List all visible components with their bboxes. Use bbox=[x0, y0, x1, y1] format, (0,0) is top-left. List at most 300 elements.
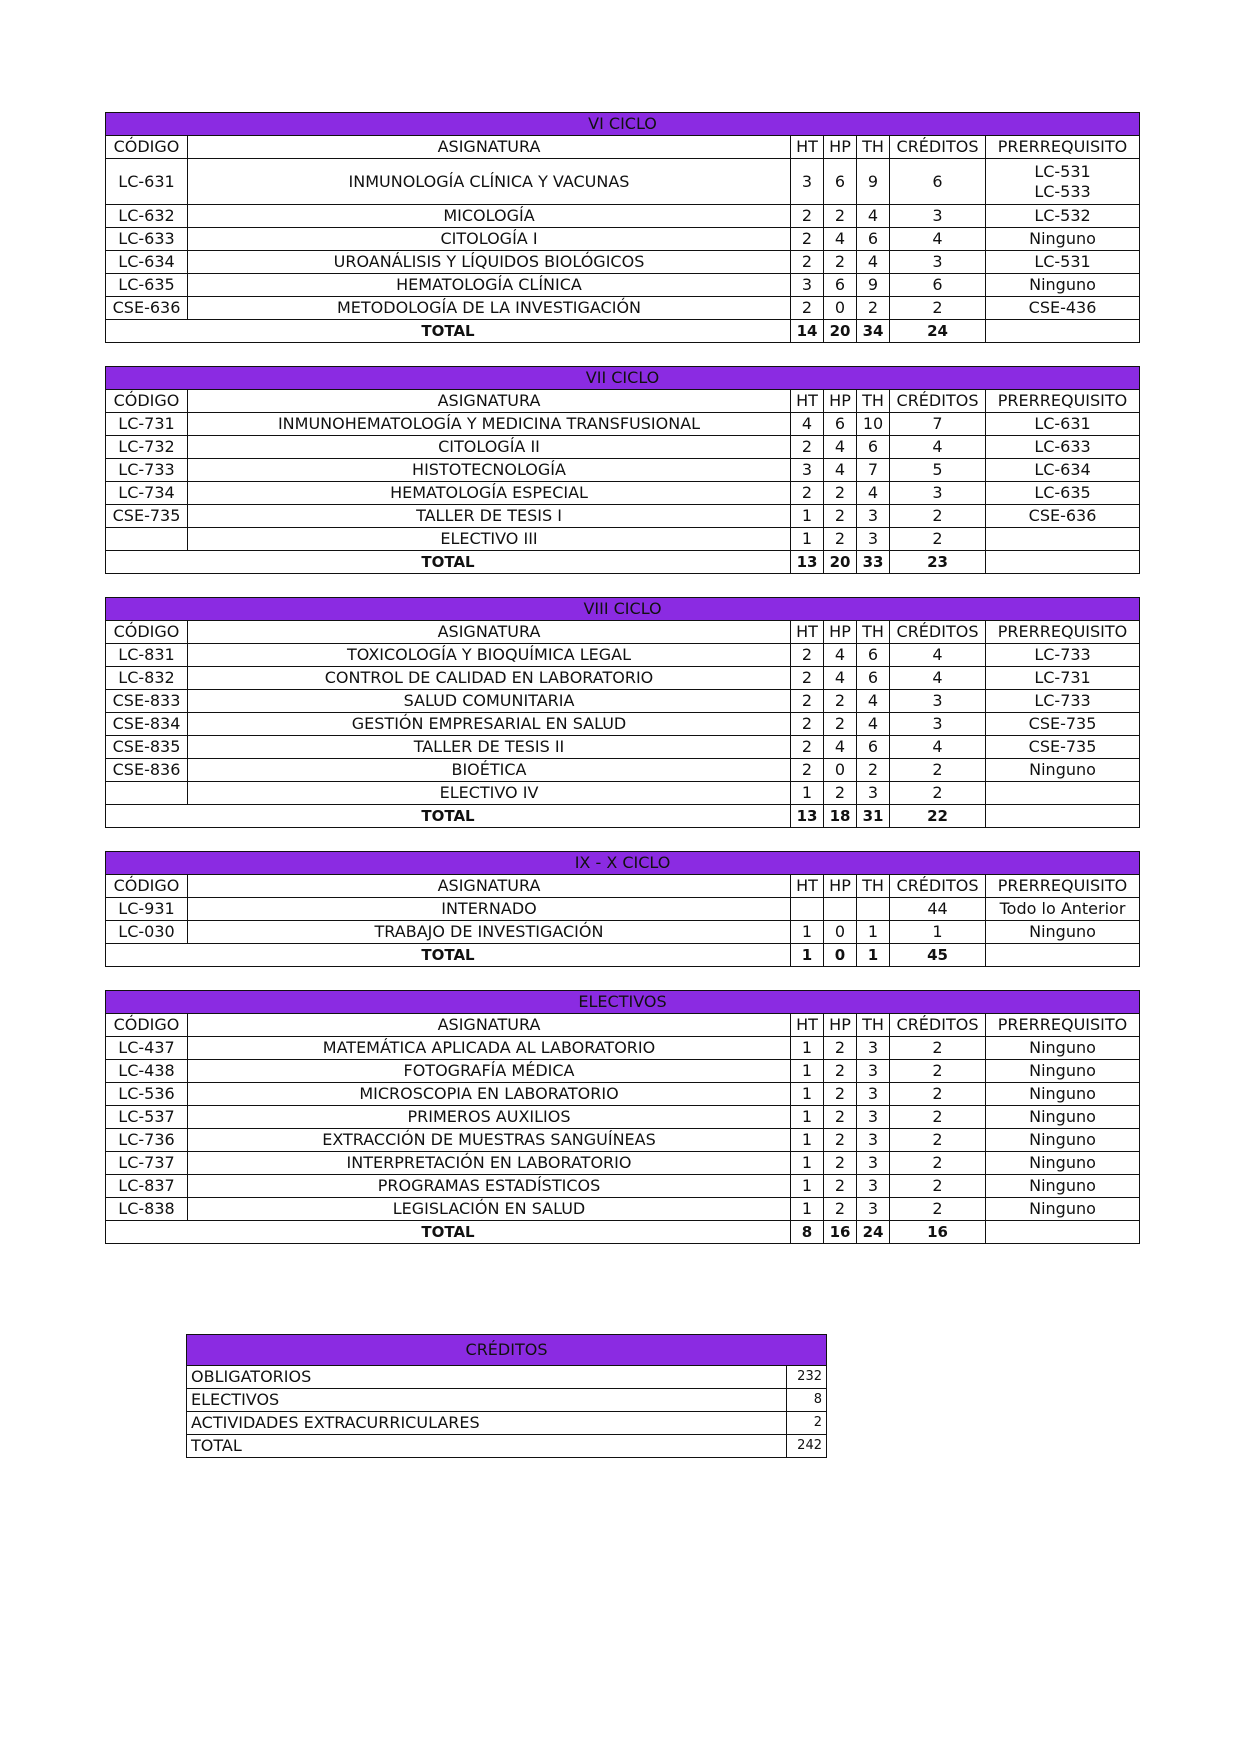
cell-ht: 1 bbox=[791, 1175, 824, 1198]
cell-creditos: 4 bbox=[890, 436, 986, 459]
column-header-th: TH bbox=[857, 621, 890, 644]
cell-asignatura: MICOLOGÍA bbox=[188, 205, 791, 228]
cell-prerrequisito bbox=[986, 528, 1140, 551]
cell-asignatura: CONTROL DE CALIDAD EN LABORATORIO bbox=[188, 667, 791, 690]
total-row bbox=[106, 1221, 1140, 1244]
prerrequisito-item: Ninguno bbox=[1029, 1038, 1096, 1057]
total-th: 24 bbox=[857, 1221, 890, 1244]
prerrequisito-item: Ninguno bbox=[1029, 1176, 1096, 1195]
cell-th: 3 bbox=[857, 1152, 890, 1175]
cell-asignatura: ELECTIVO IV bbox=[188, 782, 791, 805]
column-header-creditos: CRÉDITOS bbox=[890, 621, 986, 644]
column-header-ht: HT bbox=[791, 1014, 824, 1037]
total-ht: 1 bbox=[791, 944, 824, 967]
column-header-creditos: CRÉDITOS bbox=[890, 136, 986, 159]
cell-prerrequisito bbox=[986, 1106, 1140, 1129]
cell-ht: 3 bbox=[791, 274, 824, 297]
cell-creditos: 4 bbox=[890, 736, 986, 759]
table-row bbox=[106, 1106, 1140, 1129]
column-header-asignatura: ASIGNATURA bbox=[188, 390, 791, 413]
creditos-summary-value: 242 bbox=[787, 1435, 827, 1458]
cell-ht: 2 bbox=[791, 759, 824, 782]
cell-th: 3 bbox=[857, 505, 890, 528]
table-row bbox=[106, 482, 1140, 505]
prerrequisito-item: LC-634 bbox=[1034, 460, 1091, 479]
table-row bbox=[106, 528, 1140, 551]
prerrequisito-item: Ninguno bbox=[1029, 229, 1096, 248]
cell-ht: 2 bbox=[791, 297, 824, 320]
cell-th: 3 bbox=[857, 1083, 890, 1106]
cell-codigo: CSE-835 bbox=[106, 736, 188, 759]
cell-creditos: 3 bbox=[890, 690, 986, 713]
cell-prerrequisito bbox=[986, 1175, 1140, 1198]
cell-codigo: LC-837 bbox=[106, 1175, 188, 1198]
cell-th: 3 bbox=[857, 1037, 890, 1060]
total-prerrequisito-empty bbox=[986, 551, 1140, 574]
cell-codigo: LC-732 bbox=[106, 436, 188, 459]
cell-creditos: 4 bbox=[890, 644, 986, 667]
cell-codigo: LC-634 bbox=[106, 251, 188, 274]
cell-asignatura: LEGISLACIÓN EN SALUD bbox=[188, 1198, 791, 1221]
ciclo-title: IX - X CICLO bbox=[106, 852, 1140, 875]
cell-asignatura: METODOLOGÍA DE LA INVESTIGACIÓN bbox=[188, 297, 791, 320]
cell-prerrequisito bbox=[986, 1129, 1140, 1152]
cell-hp: 2 bbox=[824, 690, 857, 713]
cell-creditos: 3 bbox=[890, 251, 986, 274]
total-row bbox=[106, 944, 1140, 967]
cell-asignatura: UROANÁLISIS Y LÍQUIDOS BIOLÓGICOS bbox=[188, 251, 791, 274]
prerrequisito-item: LC-531 bbox=[1034, 161, 1091, 181]
column-header-prerrequisito: PRERREQUISITO bbox=[986, 390, 1140, 413]
prerrequisito-item: Ninguno bbox=[1029, 1084, 1096, 1103]
cell-prerrequisito bbox=[986, 251, 1140, 274]
table-row bbox=[106, 1152, 1140, 1175]
table-row bbox=[106, 736, 1140, 759]
cell-codigo: LC-734 bbox=[106, 482, 188, 505]
total-hp: 16 bbox=[824, 1221, 857, 1244]
cell-prerrequisito bbox=[986, 482, 1140, 505]
prerrequisito-item: CSE-636 bbox=[1028, 506, 1097, 525]
cell-codigo: LC-832 bbox=[106, 667, 188, 690]
cell-th: 4 bbox=[857, 251, 890, 274]
cell-hp bbox=[824, 898, 857, 921]
total-hp: 0 bbox=[824, 944, 857, 967]
cell-creditos: 7 bbox=[890, 413, 986, 436]
cell-hp: 2 bbox=[824, 1152, 857, 1175]
cell-hp: 2 bbox=[824, 1037, 857, 1060]
cell-prerrequisito bbox=[986, 736, 1140, 759]
prerrequisito-item: LC-733 bbox=[1034, 645, 1091, 664]
prerrequisito-item: LC-533 bbox=[1034, 181, 1091, 201]
total-creditos: 16 bbox=[890, 1221, 986, 1244]
cell-hp: 2 bbox=[824, 205, 857, 228]
cell-ht: 1 bbox=[791, 1083, 824, 1106]
cell-prerrequisito bbox=[986, 297, 1140, 320]
cell-codigo: LC-537 bbox=[106, 1106, 188, 1129]
column-header-th: TH bbox=[857, 136, 890, 159]
cell-creditos: 4 bbox=[890, 228, 986, 251]
cell-asignatura: MICROSCOPIA EN LABORATORIO bbox=[188, 1083, 791, 1106]
prerrequisito-item: Todo lo Anterior bbox=[999, 899, 1126, 918]
cell-hp: 2 bbox=[824, 528, 857, 551]
cell-hp: 4 bbox=[824, 736, 857, 759]
cell-asignatura: SALUD COMUNITARIA bbox=[188, 690, 791, 713]
total-label: TOTAL bbox=[106, 1221, 791, 1244]
table-row bbox=[106, 1198, 1140, 1221]
table-row bbox=[106, 205, 1140, 228]
cell-asignatura: INTERPRETACIÓN EN LABORATORIO bbox=[188, 1152, 791, 1175]
cell-hp: 2 bbox=[824, 505, 857, 528]
column-header-hp: HP bbox=[824, 875, 857, 898]
cell-creditos: 2 bbox=[890, 1106, 986, 1129]
cell-prerrequisito bbox=[986, 228, 1140, 251]
cell-th: 4 bbox=[857, 482, 890, 505]
cell-th: 4 bbox=[857, 713, 890, 736]
creditos-summary-value: 2 bbox=[787, 1412, 827, 1435]
cell-ht: 1 bbox=[791, 782, 824, 805]
cell-hp: 4 bbox=[824, 667, 857, 690]
prerrequisito-item: Ninguno bbox=[1029, 1199, 1096, 1218]
cell-asignatura: CITOLOGÍA I bbox=[188, 228, 791, 251]
prerrequisito-item: LC-733 bbox=[1034, 691, 1091, 710]
column-header-codigo: CÓDIGO bbox=[106, 390, 188, 413]
cell-prerrequisito bbox=[986, 505, 1140, 528]
cell-creditos: 3 bbox=[890, 205, 986, 228]
cell-creditos: 2 bbox=[890, 1037, 986, 1060]
total-row bbox=[106, 551, 1140, 574]
cell-th: 7 bbox=[857, 459, 890, 482]
cell-th: 3 bbox=[857, 1060, 890, 1083]
cell-codigo: LC-438 bbox=[106, 1060, 188, 1083]
cell-codigo: LC-635 bbox=[106, 274, 188, 297]
cell-ht: 2 bbox=[791, 436, 824, 459]
cell-asignatura: INTERNADO bbox=[188, 898, 791, 921]
cell-creditos: 6 bbox=[890, 274, 986, 297]
ciclo-title: ELECTIVOS bbox=[106, 991, 1140, 1014]
cell-asignatura: ELECTIVO III bbox=[188, 528, 791, 551]
total-prerrequisito-empty bbox=[986, 1221, 1140, 1244]
table-row bbox=[106, 228, 1140, 251]
cell-hp: 0 bbox=[824, 297, 857, 320]
cell-th: 4 bbox=[857, 205, 890, 228]
table-row bbox=[106, 159, 1140, 205]
total-hp: 20 bbox=[824, 551, 857, 574]
total-creditos: 45 bbox=[890, 944, 986, 967]
table-row bbox=[106, 690, 1140, 713]
cell-ht: 2 bbox=[791, 251, 824, 274]
cell-codigo: CSE-834 bbox=[106, 713, 188, 736]
cell-creditos: 2 bbox=[890, 1060, 986, 1083]
cell-ht: 1 bbox=[791, 1129, 824, 1152]
total-hp: 20 bbox=[824, 320, 857, 343]
prerrequisito-item: Ninguno bbox=[1029, 760, 1096, 779]
cell-codigo: LC-030 bbox=[106, 921, 188, 944]
cell-th: 9 bbox=[857, 159, 890, 205]
cell-prerrequisito bbox=[986, 1037, 1140, 1060]
cell-codigo: CSE-836 bbox=[106, 759, 188, 782]
cell-codigo: LC-931 bbox=[106, 898, 188, 921]
cell-th: 10 bbox=[857, 413, 890, 436]
column-header-ht: HT bbox=[791, 621, 824, 644]
total-prerrequisito-empty bbox=[986, 320, 1140, 343]
cell-prerrequisito bbox=[986, 667, 1140, 690]
table-row bbox=[106, 782, 1140, 805]
cell-creditos: 2 bbox=[890, 1175, 986, 1198]
total-prerrequisito-empty bbox=[986, 805, 1140, 828]
creditos-summary-row bbox=[187, 1435, 827, 1458]
prerrequisito-item: Ninguno bbox=[1029, 1107, 1096, 1126]
cell-creditos: 3 bbox=[890, 482, 986, 505]
cell-asignatura: INMUNOHEMATOLOGÍA Y MEDICINA TRANSFUSIONAL bbox=[188, 413, 791, 436]
curriculum-tables bbox=[105, 112, 1139, 1267]
column-header-creditos: CRÉDITOS bbox=[890, 390, 986, 413]
creditos-summary-table bbox=[186, 1334, 827, 1458]
cell-ht: 2 bbox=[791, 228, 824, 251]
cell-th bbox=[857, 898, 890, 921]
cell-th: 6 bbox=[857, 228, 890, 251]
table-row bbox=[106, 274, 1140, 297]
total-th: 31 bbox=[857, 805, 890, 828]
total-creditos: 24 bbox=[890, 320, 986, 343]
table-row bbox=[106, 1175, 1140, 1198]
cell-ht: 2 bbox=[791, 736, 824, 759]
cell-creditos: 4 bbox=[890, 667, 986, 690]
cell-prerrequisito bbox=[986, 1198, 1140, 1221]
column-header-codigo: CÓDIGO bbox=[106, 1014, 188, 1037]
cell-hp: 2 bbox=[824, 1106, 857, 1129]
cell-th: 6 bbox=[857, 436, 890, 459]
cell-th: 1 bbox=[857, 921, 890, 944]
column-header-prerrequisito: PRERREQUISITO bbox=[986, 875, 1140, 898]
ciclo-table-vi-ciclo bbox=[105, 112, 1140, 343]
cell-hp: 4 bbox=[824, 436, 857, 459]
column-header-ht: HT bbox=[791, 136, 824, 159]
column-header-codigo: CÓDIGO bbox=[106, 875, 188, 898]
column-header-prerrequisito: PRERREQUISITO bbox=[986, 621, 1140, 644]
cell-prerrequisito bbox=[986, 1083, 1140, 1106]
prerrequisito-item: CSE-735 bbox=[1028, 737, 1097, 756]
cell-asignatura: PRIMEROS AUXILIOS bbox=[188, 1106, 791, 1129]
table-row bbox=[106, 667, 1140, 690]
cell-codigo: LC-536 bbox=[106, 1083, 188, 1106]
cell-asignatura: BIOÉTICA bbox=[188, 759, 791, 782]
cell-codigo: LC-731 bbox=[106, 413, 188, 436]
cell-creditos: 2 bbox=[890, 782, 986, 805]
column-header-asignatura: ASIGNATURA bbox=[188, 875, 791, 898]
cell-th: 3 bbox=[857, 1175, 890, 1198]
cell-codigo: LC-437 bbox=[106, 1037, 188, 1060]
cell-prerrequisito bbox=[986, 159, 1140, 205]
cell-ht: 3 bbox=[791, 459, 824, 482]
cell-prerrequisito bbox=[986, 436, 1140, 459]
cell-ht: 1 bbox=[791, 921, 824, 944]
column-header-ht: HT bbox=[791, 390, 824, 413]
cell-prerrequisito bbox=[986, 413, 1140, 436]
cell-codigo: LC-831 bbox=[106, 644, 188, 667]
column-header-creditos: CRÉDITOS bbox=[890, 875, 986, 898]
creditos-summary-value: 8 bbox=[787, 1389, 827, 1412]
column-header-asignatura: ASIGNATURA bbox=[188, 1014, 791, 1037]
cell-asignatura: MATEMÁTICA APLICADA AL LABORATORIO bbox=[188, 1037, 791, 1060]
cell-hp: 2 bbox=[824, 713, 857, 736]
cell-prerrequisito bbox=[986, 782, 1140, 805]
creditos-summary-label: ELECTIVOS bbox=[187, 1389, 787, 1412]
column-header-ht: HT bbox=[791, 875, 824, 898]
cell-asignatura: PROGRAMAS ESTADÍSTICOS bbox=[188, 1175, 791, 1198]
total-creditos: 22 bbox=[890, 805, 986, 828]
table-row bbox=[106, 1037, 1140, 1060]
total-th: 1 bbox=[857, 944, 890, 967]
cell-codigo: LC-838 bbox=[106, 1198, 188, 1221]
cell-th: 6 bbox=[857, 736, 890, 759]
total-th: 34 bbox=[857, 320, 890, 343]
cell-hp: 2 bbox=[824, 1060, 857, 1083]
cell-hp: 2 bbox=[824, 1129, 857, 1152]
cell-asignatura: GESTIÓN EMPRESARIAL EN SALUD bbox=[188, 713, 791, 736]
cell-codigo: LC-733 bbox=[106, 459, 188, 482]
table-row bbox=[106, 251, 1140, 274]
table-row bbox=[106, 644, 1140, 667]
cell-ht: 2 bbox=[791, 713, 824, 736]
column-header-hp: HP bbox=[824, 1014, 857, 1037]
table-row bbox=[106, 1129, 1140, 1152]
prerrequisito-item: LC-532 bbox=[1034, 206, 1091, 225]
cell-hp: 0 bbox=[824, 759, 857, 782]
total-label: TOTAL bbox=[106, 320, 791, 343]
cell-hp: 0 bbox=[824, 921, 857, 944]
total-row bbox=[106, 320, 1140, 343]
prerrequisito-item: CSE-436 bbox=[1028, 298, 1097, 317]
creditos-summary-label: OBLIGATORIOS bbox=[187, 1366, 787, 1389]
table-row bbox=[106, 898, 1140, 921]
cell-codigo: LC-631 bbox=[106, 159, 188, 205]
total-creditos: 23 bbox=[890, 551, 986, 574]
creditos-summary-value: 232 bbox=[787, 1366, 827, 1389]
column-header-th: TH bbox=[857, 1014, 890, 1037]
ciclo-title: VIII CICLO bbox=[106, 598, 1140, 621]
table-row bbox=[106, 459, 1140, 482]
cell-ht: 1 bbox=[791, 1037, 824, 1060]
cell-th: 3 bbox=[857, 1198, 890, 1221]
cell-hp: 2 bbox=[824, 782, 857, 805]
cell-asignatura: EXTRACCIÓN DE MUESTRAS SANGUÍNEAS bbox=[188, 1129, 791, 1152]
cell-ht: 3 bbox=[791, 159, 824, 205]
cell-codigo: CSE-636 bbox=[106, 297, 188, 320]
prerrequisito-item: Ninguno bbox=[1029, 1130, 1096, 1149]
ciclo-table-vii-ciclo bbox=[105, 366, 1140, 574]
ciclo-table-electivos bbox=[105, 990, 1140, 1244]
cell-creditos: 2 bbox=[890, 1198, 986, 1221]
column-header-hp: HP bbox=[824, 621, 857, 644]
cell-th: 9 bbox=[857, 274, 890, 297]
cell-hp: 4 bbox=[824, 644, 857, 667]
cell-creditos: 2 bbox=[890, 297, 986, 320]
cell-ht: 1 bbox=[791, 1060, 824, 1083]
cell-creditos: 2 bbox=[890, 528, 986, 551]
cell-hp: 2 bbox=[824, 1083, 857, 1106]
cell-creditos: 1 bbox=[890, 921, 986, 944]
table-row bbox=[106, 759, 1140, 782]
cell-hp: 6 bbox=[824, 274, 857, 297]
cell-creditos: 2 bbox=[890, 1083, 986, 1106]
cell-creditos: 6 bbox=[890, 159, 986, 205]
creditos-summary-row bbox=[187, 1389, 827, 1412]
cell-codigo bbox=[106, 528, 188, 551]
total-ht: 14 bbox=[791, 320, 824, 343]
total-row bbox=[106, 805, 1140, 828]
cell-asignatura: TALLER DE TESIS I bbox=[188, 505, 791, 528]
cell-hp: 6 bbox=[824, 159, 857, 205]
ciclo-title: VII CICLO bbox=[106, 367, 1140, 390]
cell-th: 6 bbox=[857, 667, 890, 690]
cell-prerrequisito bbox=[986, 205, 1140, 228]
prerrequisito-item: LC-631 bbox=[1034, 414, 1091, 433]
cell-ht: 2 bbox=[791, 667, 824, 690]
cell-prerrequisito bbox=[986, 1152, 1140, 1175]
cell-prerrequisito bbox=[986, 898, 1140, 921]
ciclo-title: VI CICLO bbox=[106, 113, 1140, 136]
total-label: TOTAL bbox=[106, 805, 791, 828]
cell-prerrequisito bbox=[986, 759, 1140, 782]
column-header-th: TH bbox=[857, 390, 890, 413]
cell-creditos: 2 bbox=[890, 759, 986, 782]
cell-prerrequisito bbox=[986, 274, 1140, 297]
total-label: TOTAL bbox=[106, 944, 791, 967]
total-ht: 13 bbox=[791, 805, 824, 828]
cell-asignatura: HISTOTECNOLOGÍA bbox=[188, 459, 791, 482]
cell-creditos: 5 bbox=[890, 459, 986, 482]
cell-ht: 2 bbox=[791, 205, 824, 228]
cell-ht: 1 bbox=[791, 1198, 824, 1221]
cell-ht: 2 bbox=[791, 644, 824, 667]
cell-ht: 1 bbox=[791, 528, 824, 551]
table-row bbox=[106, 1083, 1140, 1106]
total-hp: 18 bbox=[824, 805, 857, 828]
column-header-th: TH bbox=[857, 875, 890, 898]
cell-hp: 2 bbox=[824, 251, 857, 274]
cell-prerrequisito bbox=[986, 921, 1140, 944]
cell-prerrequisito bbox=[986, 644, 1140, 667]
cell-prerrequisito bbox=[986, 690, 1140, 713]
cell-asignatura: TRABAJO DE INVESTIGACIÓN bbox=[188, 921, 791, 944]
table-row bbox=[106, 921, 1140, 944]
cell-codigo: LC-633 bbox=[106, 228, 188, 251]
cell-th: 4 bbox=[857, 690, 890, 713]
total-ht: 13 bbox=[791, 551, 824, 574]
prerrequisito-item: Ninguno bbox=[1029, 922, 1096, 941]
cell-th: 6 bbox=[857, 644, 890, 667]
prerrequisito-item: LC-633 bbox=[1034, 437, 1091, 456]
cell-ht: 1 bbox=[791, 1106, 824, 1129]
prerrequisito-item: LC-531 bbox=[1034, 252, 1091, 271]
cell-prerrequisito bbox=[986, 459, 1140, 482]
cell-hp: 4 bbox=[824, 228, 857, 251]
column-header-asignatura: ASIGNATURA bbox=[188, 136, 791, 159]
ciclo-table-viii-ciclo bbox=[105, 597, 1140, 828]
table-row bbox=[106, 1060, 1140, 1083]
cell-th: 3 bbox=[857, 782, 890, 805]
cell-asignatura: INMUNOLOGÍA CLÍNICA Y VACUNAS bbox=[188, 159, 791, 205]
cell-hp: 2 bbox=[824, 1175, 857, 1198]
prerrequisito-item: Ninguno bbox=[1029, 1061, 1096, 1080]
creditos-summary-label: TOTAL bbox=[187, 1435, 787, 1458]
cell-creditos: 2 bbox=[890, 505, 986, 528]
cell-codigo: LC-632 bbox=[106, 205, 188, 228]
column-header-hp: HP bbox=[824, 390, 857, 413]
cell-hp: 6 bbox=[824, 413, 857, 436]
cell-codigo: CSE-833 bbox=[106, 690, 188, 713]
creditos-summary-title: CRÉDITOS bbox=[187, 1335, 827, 1366]
